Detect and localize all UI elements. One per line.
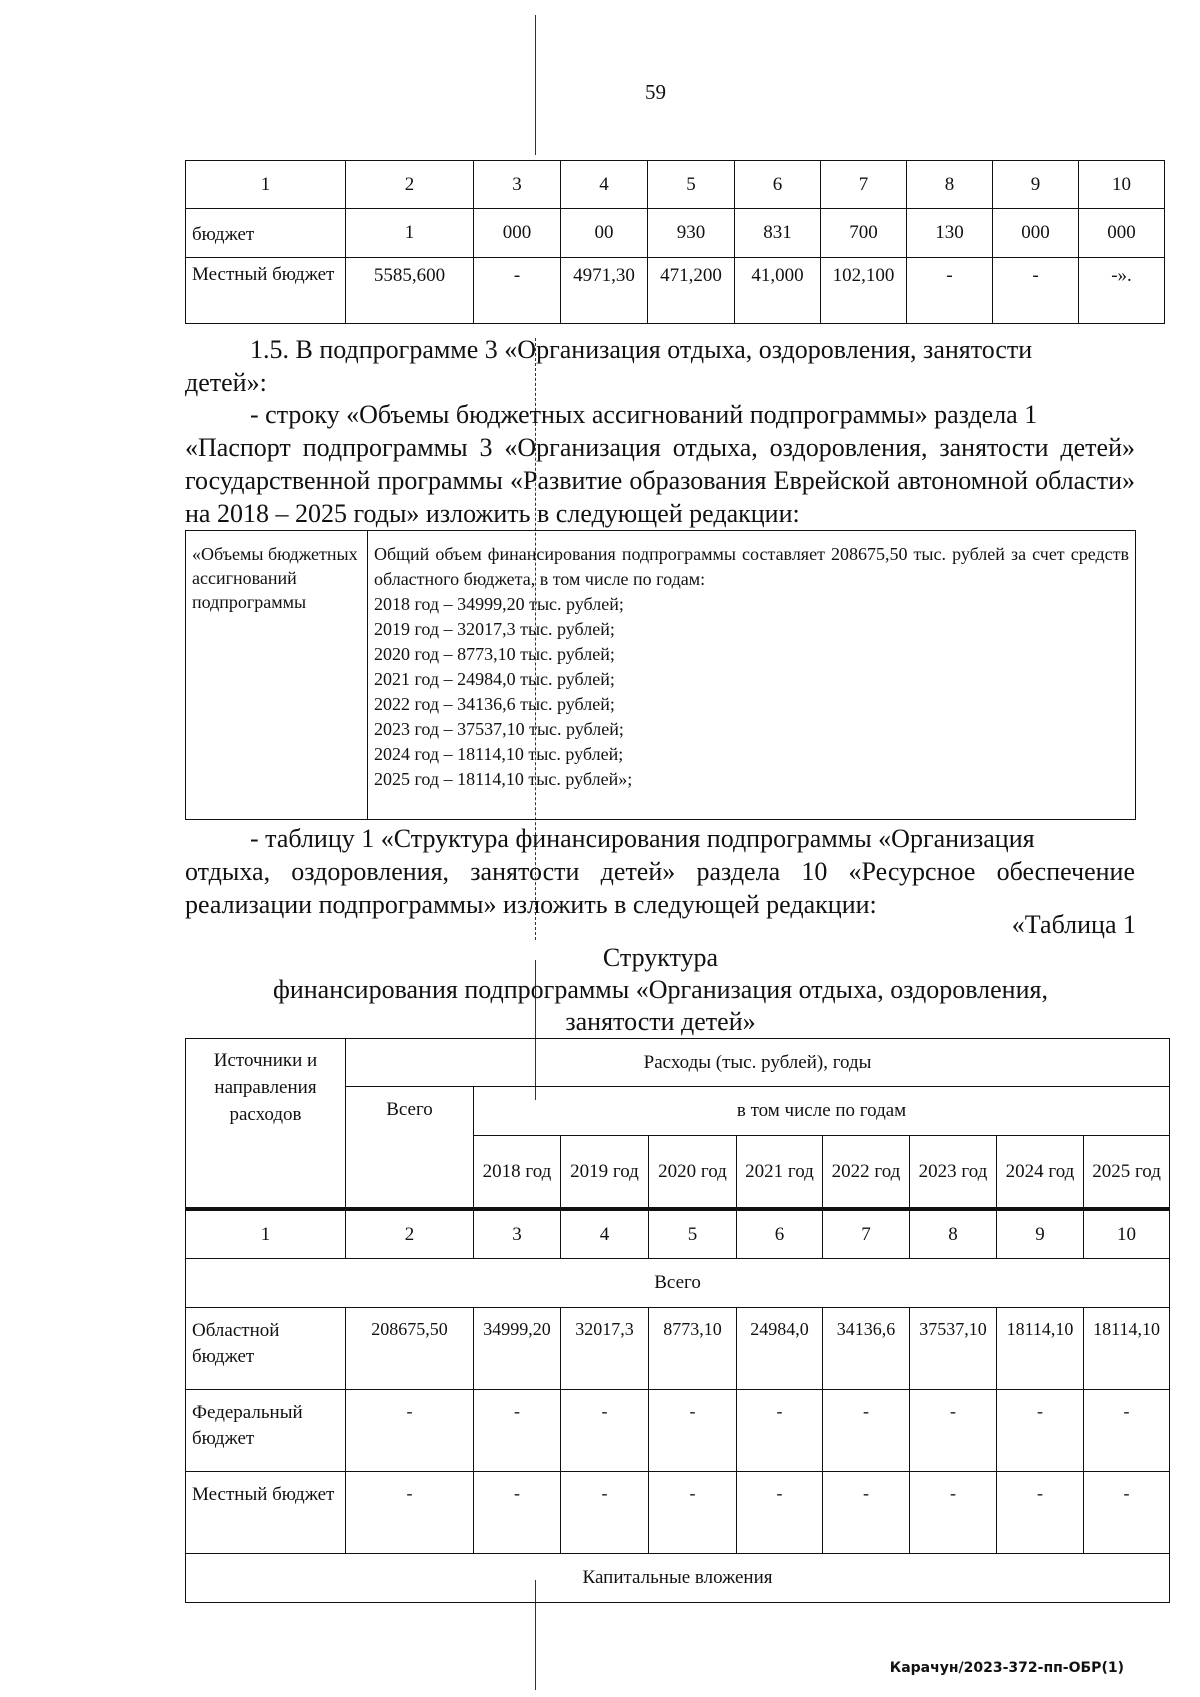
value-cell: 000 <box>1079 209 1165 258</box>
value-cell: 700 <box>821 209 907 258</box>
index-cell: 5 <box>649 1209 737 1259</box>
value-cell: 8773,10 <box>649 1308 737 1390</box>
value-cell: - <box>474 1390 561 1472</box>
header-cell: 8 <box>907 161 993 209</box>
passport-year-line: 2022 год – 34136,6 тыс. рублей; <box>374 694 615 714</box>
value-cell: - <box>1084 1472 1170 1554</box>
year-header: 2025 год <box>1084 1136 1170 1210</box>
passport-year-line: 2019 год – 32017,3 тыс. рублей; <box>374 619 615 639</box>
scan-line <box>535 15 536 155</box>
header-cell: 7 <box>821 161 907 209</box>
index-cell: 7 <box>823 1209 910 1259</box>
value-cell: 32017,3 <box>561 1308 649 1390</box>
value-cell: - <box>910 1390 997 1472</box>
value-cell: - <box>346 1390 474 1472</box>
value-cell: - <box>737 1390 823 1472</box>
table-header-row <box>186 161 1165 209</box>
year-header: 2022 год <box>823 1136 910 1210</box>
value-cell: - <box>910 1472 997 1554</box>
value-cell: - <box>649 1390 737 1472</box>
paragraph-first-line: - строку «Объемы бюджетных ассигнований подпрограммы» раздела 1 <box>250 400 1038 429</box>
value-cell: - <box>907 258 993 324</box>
source-cell: Местный бюджет <box>186 258 346 324</box>
index-cell: 6 <box>737 1209 823 1259</box>
paragraph-1-5 <box>185 333 1135 399</box>
table-row <box>186 258 1165 324</box>
value-cell: 41,000 <box>735 258 821 324</box>
source-cell: Областной бюджет <box>186 1308 346 1390</box>
passport-year-line: 2025 год – 18114,10 тыс. рублей»; <box>374 769 633 789</box>
header-expenses: Расходы (тыс. рублей), годы <box>346 1039 1170 1087</box>
passport-label-cell: «Объемы бюджетных ассигнований подпрограммы <box>186 531 368 820</box>
header-cell: 2 <box>346 161 474 209</box>
value-cell: 471,200 <box>648 258 735 324</box>
paragraph-text: «Паспорт подпрограммы 3 «Организация отдыха, оздоровления, занятости детей» государственной программы «Развитие образования Еврейской автономной области» на 2018 – 2025 годы» изложить в следующей редакции: <box>185 433 1135 528</box>
section-total-label: Всего <box>186 1259 1170 1308</box>
section-row <box>186 1554 1170 1603</box>
source-cell: Местный бюджет <box>186 1472 346 1554</box>
value-cell: - <box>1084 1390 1170 1472</box>
index-cell: 4 <box>561 1209 649 1259</box>
value-cell: 24984,0 <box>737 1308 823 1390</box>
title-line: занятости детей» <box>565 1007 756 1036</box>
value-cell: 130 <box>907 209 993 258</box>
value-cell: 4971,30 <box>561 258 648 324</box>
value-cell: 5585,600 <box>346 258 474 324</box>
header-cell: 3 <box>474 161 561 209</box>
page-number: 59 <box>645 80 666 104</box>
value-cell: 34999,20 <box>474 1308 561 1390</box>
table-row <box>186 531 1136 820</box>
value-cell: - <box>993 258 1079 324</box>
year-header: 2020 год <box>649 1136 737 1210</box>
passport-year-line: 2023 год – 37537,10 тыс. рублей; <box>374 719 624 739</box>
passport-year-line: 2021 год – 24984,0 тыс. рублей; <box>374 669 615 689</box>
value-cell: 37537,10 <box>910 1308 997 1390</box>
index-cell: 9 <box>997 1209 1084 1259</box>
header-total: Всего <box>346 1087 474 1210</box>
header-cell: 4 <box>561 161 648 209</box>
value-cell: 1 <box>346 209 474 258</box>
paragraph-text: детей»: <box>185 368 267 397</box>
index-cell: 3 <box>474 1209 561 1259</box>
paragraph-text: отдыха, оздоровления, занятости детей» раздела 10 «Ресурсное обеспечение реализации подпрограммы» изложить в следующей редакции: <box>185 857 1135 919</box>
table-row <box>186 209 1165 258</box>
value-cell: 18114,10 <box>1084 1308 1170 1390</box>
structure-financing-table <box>185 1038 1170 1603</box>
section-capital-label: Капитальные вложения <box>186 1554 1170 1603</box>
header-cell: 6 <box>735 161 821 209</box>
header-sources: Источники и направления расходов <box>186 1039 346 1210</box>
value-cell: - <box>997 1390 1084 1472</box>
header-cell: 10 <box>1079 161 1165 209</box>
year-header: 2018 год <box>474 1136 561 1210</box>
value-cell: 00 <box>561 209 648 258</box>
value-cell: - <box>474 258 561 324</box>
value-cell: - <box>737 1472 823 1554</box>
year-header: 2021 год <box>737 1136 823 1210</box>
title-line: Структура <box>602 943 719 972</box>
value-cell: - <box>346 1472 474 1554</box>
passport-year-line: 2020 год – 8773,10 тыс. рублей; <box>374 644 615 664</box>
table-row <box>186 1390 1170 1472</box>
index-cell: 8 <box>910 1209 997 1259</box>
year-header: 2023 год <box>910 1136 997 1210</box>
value-cell: - <box>561 1472 649 1554</box>
year-header: 2019 год <box>561 1136 649 1210</box>
year-header: 2024 год <box>997 1136 1084 1210</box>
table-title <box>185 942 1136 1038</box>
value-cell: - <box>474 1472 561 1554</box>
value-cell: - <box>997 1472 1084 1554</box>
section-row <box>186 1259 1170 1308</box>
index-cell: 1 <box>186 1209 346 1259</box>
header-row <box>186 1039 1170 1087</box>
value-cell: - <box>823 1390 910 1472</box>
value-cell: 831 <box>735 209 821 258</box>
source-cell: Федеральный бюджет <box>186 1390 346 1472</box>
value-cell: - <box>561 1390 649 1472</box>
paragraph-table-replacement <box>185 822 1135 921</box>
passport-volumes-table <box>185 530 1136 820</box>
table-row <box>186 1308 1170 1390</box>
value-cell: - <box>649 1472 737 1554</box>
table-row <box>186 1472 1170 1554</box>
document-footer-code: Карачун/2023-372-пп-ОБР(1) <box>889 1660 1124 1676</box>
value-cell: 208675,50 <box>346 1308 474 1390</box>
value-cell: 000 <box>474 209 561 258</box>
value-cell: 930 <box>648 209 735 258</box>
index-row <box>186 1209 1170 1259</box>
index-cell: 2 <box>346 1209 474 1259</box>
value-cell: 34136,6 <box>823 1308 910 1390</box>
header-cell: 1 <box>186 161 346 209</box>
title-line: финансирования подпрограммы «Организация отдыха, оздоровления, <box>273 975 1048 1004</box>
index-cell: 10 <box>1084 1209 1170 1259</box>
source-cell: бюджет <box>186 209 346 258</box>
paragraph-first-line: - таблицу 1 «Структура финансирования подпрограммы «Организация <box>250 824 1035 853</box>
value-cell: 102,100 <box>821 258 907 324</box>
table-label: «Таблица 1 <box>1011 910 1136 939</box>
value-cell: -». <box>1079 258 1165 324</box>
passport-body-cell <box>368 531 1136 820</box>
header-by-years: в том числе по годам <box>474 1087 1170 1136</box>
header-cell: 5 <box>648 161 735 209</box>
value-cell: - <box>823 1472 910 1554</box>
passport-year-line: 2024 год – 18114,10 тыс. рублей; <box>374 744 624 764</box>
value-cell: 000 <box>993 209 1079 258</box>
paragraph-row-replacement <box>185 398 1135 530</box>
financing-table-continuation <box>185 160 1165 324</box>
passport-year-line: 2018 год – 34999,20 тыс. рублей; <box>374 594 624 614</box>
passport-intro: Общий объем финансирования подпрограммы составляет 208675,50 тыс. рублей за счет средств областного бюджета, в том числе по годам: <box>374 544 1129 589</box>
header-cell: 9 <box>993 161 1079 209</box>
paragraph-first-line: 1.5. В подпрограмме 3 «Организация отдыха, оздоровления, занятости <box>250 335 1033 364</box>
value-cell: 18114,10 <box>997 1308 1084 1390</box>
